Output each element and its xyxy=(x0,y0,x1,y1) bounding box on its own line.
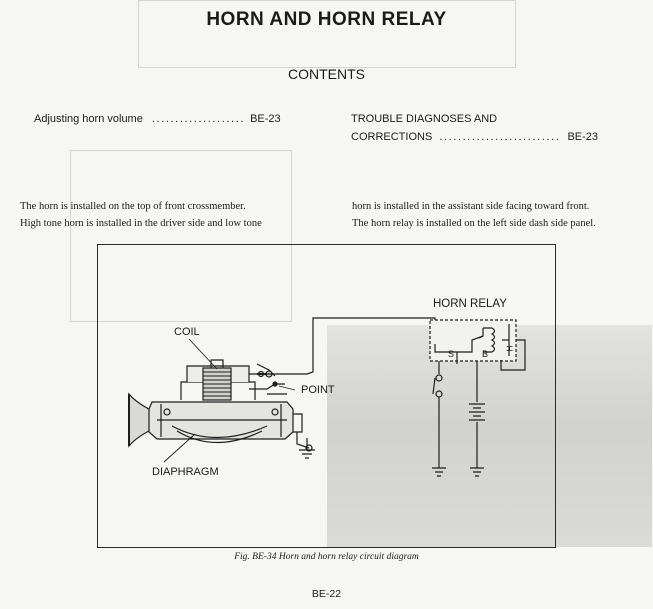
figure-caption: Fig. BE-34 Horn and horn relay circuit diagram xyxy=(234,552,419,562)
relay-terminal-h-label: H xyxy=(504,345,514,352)
toc-label: CORRECTIONS xyxy=(351,131,433,143)
relay-terminal-s-label: S xyxy=(448,349,455,359)
body-text-line: The horn relay is installed on the left side dash side panel. xyxy=(352,218,596,229)
body-text-right xyxy=(352,198,596,232)
wire-horn-to-relay xyxy=(249,318,435,374)
body-text-line: The horn is installed on the top of front crossmember. xyxy=(20,201,246,212)
body-text-line: High tone horn is installed in the driver side and low tone xyxy=(20,218,262,229)
toc-label-line1: TROUBLE DIAGNOSES AND xyxy=(351,113,498,125)
toc-page: BE-23 xyxy=(567,131,599,143)
toc-label: Adjusting horn volume xyxy=(34,113,143,125)
toc-entry-adjusting-horn-volume xyxy=(34,113,281,125)
coil-label: COIL xyxy=(174,326,200,338)
toc-leader-dots: .......................... xyxy=(439,131,561,143)
contents-heading: CONTENTS xyxy=(288,66,365,82)
body-text-line: horn is installed in the assistant side facing toward front. xyxy=(352,201,590,212)
leader-point xyxy=(279,386,295,390)
horn-relay-label: HORN RELAY xyxy=(433,298,507,310)
mounting-bracket-illustration xyxy=(293,414,312,451)
battery-symbol xyxy=(469,361,485,476)
page-number: BE-22 xyxy=(311,588,342,600)
body-text-left xyxy=(20,198,262,232)
diaphragm-label: DIAPHRAGM xyxy=(152,466,219,478)
toc-leader-dots: .................... xyxy=(151,113,246,125)
page-title: HORN AND HORN RELAY xyxy=(206,9,447,30)
point-contact-illustration xyxy=(249,364,287,394)
horn-ground-symbol xyxy=(299,438,315,458)
toc-page: BE-23 xyxy=(250,113,281,125)
leader-coil xyxy=(189,339,217,369)
circuit-diagram xyxy=(97,244,556,548)
toc-entry-trouble-diagnoses xyxy=(351,113,598,143)
relay-terminal-b-label: B xyxy=(482,349,489,359)
horn-switch-symbol xyxy=(432,361,446,476)
point-label: POINT xyxy=(301,384,335,396)
